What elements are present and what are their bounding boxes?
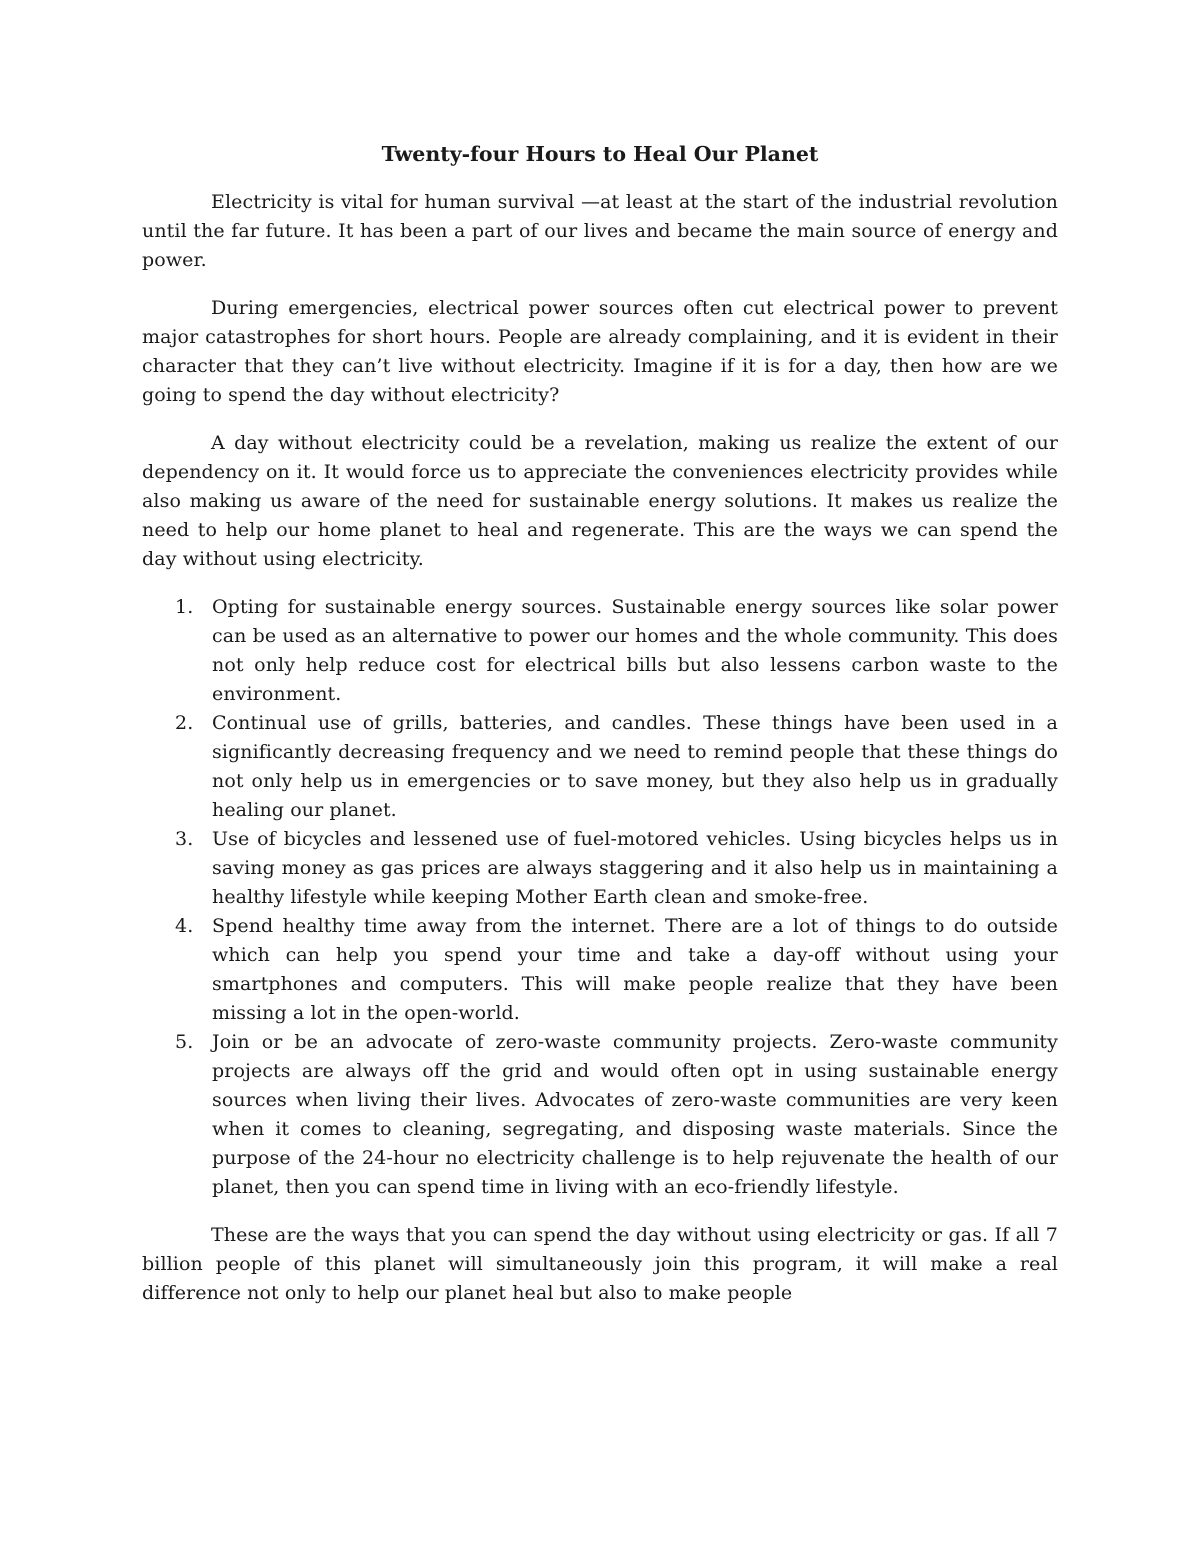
paragraph-closing: These are the ways that you can spend the day without using electricity or gas. If all 7 billion people of this planet will simultaneously join this program, it will make a real difference not only to help our planet heal but also to make people — [142, 1224, 1058, 1304]
paragraph-emergencies: During emergencies, electrical power sources often cut electrical power to prevent major catastrophes for short hours. People are already complaining, and it is evident in their character that they can’t live without electricity. Imagine if it is for a day, then how are we going to spend the day without electricity? — [142, 297, 1058, 406]
list-item-number: 3. — [175, 828, 194, 850]
list-item-number: 1. — [175, 596, 194, 618]
list-item-text: Spend healthy time away from the internet. There are a lot of things to do outside which can help you spend your time and take a day-off without using your smartphones and computers. This will make people realize that they have been missing a lot in the open-world. — [212, 915, 1058, 1024]
document-title: Twenty-four Hours to Heal Our Planet — [381, 142, 819, 166]
list-item — [142, 825, 1058, 912]
document-page — [142, 140, 1058, 1327]
list-item-text: Join or be an advocate of zero-waste community projects. Zero-waste community projects are always off the grid and would often opt in using sustainable energy sources when living their lives. Advocates of zero-waste communities are very keen when it comes to cleaning, segregating, and disposing waste materials. Since the purpose of the 24-hour no electricity challenge is to help rejuvenate the health of our planet, then you can spend time in living with an eco-friendly lifestyle. — [212, 1031, 1058, 1198]
paragraph-intro: Electricity is vital for human survival —at least at the start of the industrial revolution until the far future. It has been a part of our lives and became the main source of energy and power. — [142, 191, 1058, 271]
list-item-text: Continual use of grills, batteries, and candles. These things have been used in a significantly decreasing frequency and we need to remind people that these things do not only help us in emergencies or to save money, but they also help us in gradually healing our planet. — [212, 712, 1058, 821]
list-item-text: Opting for sustainable energy sources. Sustainable energy sources like solar power can be used as an alternative to power our homes and the whole community. This does not only help reduce cost for electrical bills but also lessens carbon waste to the environment. — [212, 596, 1058, 705]
list-item-number: 4. — [175, 915, 194, 937]
list-item-number: 2. — [175, 712, 194, 734]
list-item — [142, 709, 1058, 825]
paragraph-revelation: A day without electricity could be a revelation, making us realize the extent of our dependency on it. It would force us to appreciate the conveniences electricity provides while also making us aware of the need for sustainable energy solutions. It makes us realize the need to help our home planet to heal and regenerate. This are the ways we can spend the day without using electricity. — [142, 432, 1058, 570]
list-item — [142, 912, 1058, 1028]
list-item-number: 5. — [175, 1031, 194, 1053]
list-item — [142, 1028, 1058, 1202]
list-item-text: Use of bicycles and lessened use of fuel-motored vehicles. Using bicycles helps us in saving money as gas prices are always staggering and it also help us in maintaining a healthy lifestyle while keeping Mother Earth clean and smoke-free. — [212, 828, 1058, 908]
list-item — [142, 593, 1058, 709]
ways-list — [142, 593, 1058, 1202]
